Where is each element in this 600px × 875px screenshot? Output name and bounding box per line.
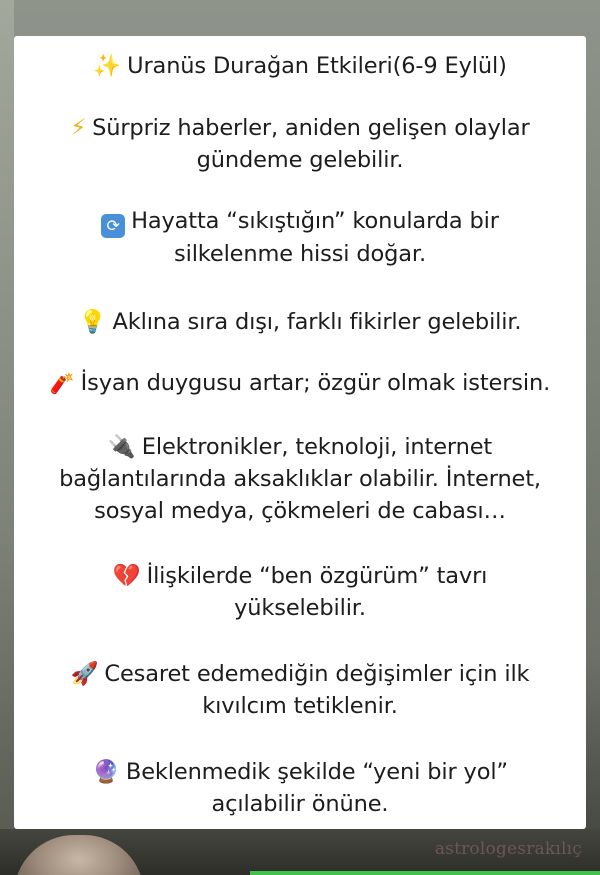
paragraph-line: ⟳ Hayatta “sıkıştığın” konularda bir [14, 205, 586, 238]
story-text-card [14, 36, 586, 829]
paragraph-line: 🔌 Elektronikler, teknoloji, internet [14, 431, 586, 463]
watermark: astrologesrakılıç [434, 839, 582, 859]
paragraph-line: ✨ Uranüs Durağan Etkileri(6-9 Eylül) [14, 50, 586, 82]
paragraph-line: 🚀 Cesaret edemediğin değişimler için ilk [14, 658, 586, 690]
paragraph-shake-up [14, 205, 586, 270]
light-bulb-icon: 💡 [78, 309, 107, 335]
paragraph-line: kıvılcım tetiklenir. [202, 693, 398, 719]
paragraph-line: 💡 Aklına sıra dışı, farklı fikirler gelebilir. [14, 306, 586, 338]
paragraph-ideas [14, 306, 586, 338]
paragraph-line: sosyal medya, çökmeleri de cabası… [94, 498, 506, 524]
dynamite-icon: 🧨 [49, 371, 75, 395]
paragraph-new-path [14, 756, 586, 820]
electric-plug-icon: 🔌 [107, 434, 136, 460]
paragraph-line: silkelenme hissi doğar. [174, 241, 426, 267]
green-strip [250, 871, 600, 875]
person-photo [14, 835, 144, 875]
paragraph-courage [14, 658, 586, 722]
paragraph-surprise-news [14, 112, 586, 176]
paragraph-line: gündeme gelebilir. [196, 147, 404, 173]
paragraph-line: 🔮 Beklenmedik şekilde “yeni bir yol” [14, 756, 586, 788]
bottom-background [0, 829, 600, 875]
paragraph-technology [14, 431, 586, 527]
sparkles-icon: ✨ [93, 53, 122, 79]
crystal-ball-icon: 🔮 [92, 759, 120, 785]
rocket-icon: 🚀 [70, 661, 99, 687]
paragraph-line: 💔 İlişkilerde “ben özgürüm” tavrı [14, 560, 586, 592]
background-left-edge [0, 0, 14, 875]
broken-heart-icon: 💔 [112, 563, 141, 589]
paragraph-relationships [14, 560, 586, 624]
paragraph-rebellion [14, 367, 586, 399]
paragraph-line: açılabilir önüne. [211, 791, 389, 817]
lightning-icon: ⚡ [70, 115, 87, 141]
refresh-arrows-icon: ⟳ [101, 214, 125, 238]
paragraph-line: bağlantılarında aksaklıklar olabilir. İnternet, [59, 466, 541, 492]
paragraph-title [14, 50, 586, 82]
paragraph-line: 🧨 İsyan duygusu artar; özgür olmak istersin. [14, 367, 586, 399]
paragraph-line: ⚡ Sürpriz haberler, aniden gelişen olaylar [14, 112, 586, 144]
paragraph-line: yükselebilir. [234, 595, 366, 621]
